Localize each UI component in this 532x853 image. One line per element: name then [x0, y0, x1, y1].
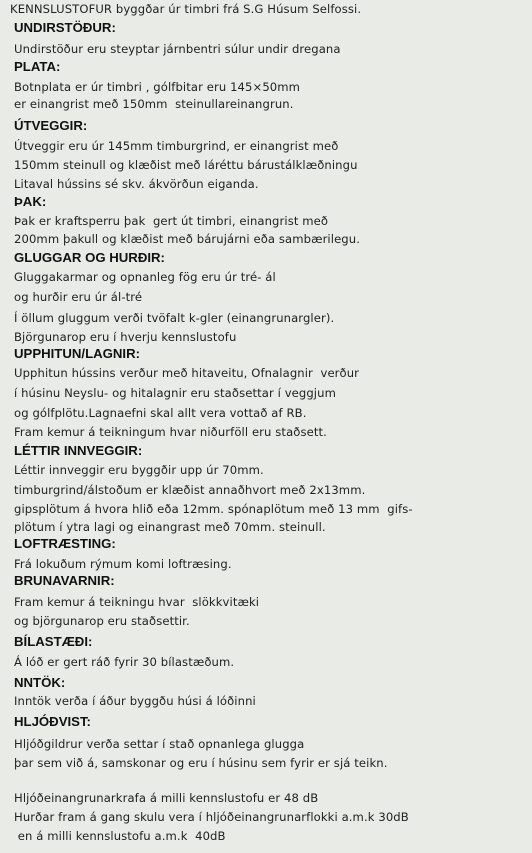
section-line: Botnplata er úr timbri , gólfbitar eru 145×50mm [14, 80, 301, 94]
section-heading-hljodvist: HLJÓÐVIST: [14, 714, 91, 729]
section-line: og björgunarop eru staðsettir. [14, 614, 190, 628]
section-line: Hljóðgildrur verða settar í stað opnanlega glugga [14, 737, 305, 751]
section-heading-utveggir: ÚTVEGGIR: [14, 118, 88, 133]
section-line: 150mm steinull og klæðist með láréttu bárustálklæðningu [14, 158, 358, 172]
section-line: Undirstöður eru steyptar járnbentri súlur undir dregana [14, 42, 341, 56]
section-line: Upphitun hússins verður með hitaveitu, Ofnalagnir verður [14, 366, 360, 380]
section-heading-bilastaedi: BÍLASTÆÐI: [14, 634, 93, 649]
footer-line: en á milli kennslustofu a.m.k 40dB [14, 829, 226, 843]
section-line: er einangrist með 150mm steinullareinangrun. [14, 97, 294, 111]
footer-line: Hljóðeinangrunarkrafa á milli kennslustofu er 48 dB [14, 791, 319, 805]
section-line: Léttir innveggir eru byggðir upp úr 70mm. [14, 463, 264, 477]
section-line: Litaval hússins sé skv. ákvörðun eiganda. [14, 177, 259, 191]
section-heading-loftraesting: LOFTRÆSTING: [14, 536, 116, 551]
section-line: Útveggir eru úr 145mm timburgrind, er einangrist með [14, 139, 339, 153]
section-line: þar sem við á, samskonar og eru í húsinu sem fyrir er sjá teikn. [14, 756, 388, 770]
section-line: Inntök verða í áður byggðu húsi á lóðinni [14, 694, 256, 708]
section-line: Á lóð er gert ráð fyrir 30 bílastæðum. [14, 655, 235, 669]
section-line: Fram kemur á teikningum hvar niðurföll eru staðsett. [14, 425, 327, 439]
footer-line: Hurðar fram á gang skulu vera í hljóðeinangrunarflokki a.m.k 30dB [14, 810, 409, 824]
section-line: 200mm þakull og klæðist með bárujárni eða sambærilegu. [14, 232, 360, 246]
section-heading-thak: ÞAK: [14, 194, 47, 209]
section-line: Gluggakarmar og opnanleg fög eru úr tré- ál [14, 270, 276, 284]
section-line: timburgrind/álstoðum er klæðist annaðhvort með 2x13mm. [14, 483, 366, 497]
intro-line: KENNSLUSTOFUR byggðar úr timbri frá S.G Húsum Selfossi. [10, 2, 362, 16]
section-line: Í öllum gluggum verði tvöfalt k-gler (einangrunargler). [14, 311, 335, 325]
section-line: gipsplötum á hvora hlið eða 12mm. spónaplötum með 13 mm gifs- [14, 502, 413, 516]
section-heading-lettir-innveggir: LÉTTIR INNVEGGIR: [14, 443, 143, 458]
section-heading-upphitun-lagnir: UPPHITUN/LAGNIR: [14, 346, 141, 361]
section-line: Þak er kraftsperru þak gert út timbri, einangrist með [14, 214, 329, 228]
section-heading-brunavarnir: BRUNAVARNIR: [14, 573, 115, 588]
section-line: plötum í ytra lagi og einangrast með 70mm. steinull. [14, 520, 326, 534]
section-heading-gluggar-og-hurdir: GLUGGAR OG HURÐIR: [14, 250, 165, 265]
section-line: Fram kemur á teikningu hvar slökkvitæki [14, 595, 260, 609]
section-line: og hurðir eru úr ál-tré [14, 290, 143, 304]
section-line: Frá lokuðum rýmum komi loftræsing. [14, 557, 232, 571]
section-line: í húsinu Neyslu- og hitalagnir eru staðsettar í veggjum [14, 386, 336, 400]
section-heading-plata: PLATA: [14, 59, 61, 74]
section-heading-undirstodur: UNDIRSTÖÐUR: [14, 20, 116, 35]
section-line: Björgunarop eru í hverju kennslustofu [14, 330, 237, 344]
section-line: og gólfplötu.Lagnaefni skal allt vera vottað af RB. [14, 406, 307, 420]
section-heading-inntok: NNTÖK: [14, 675, 66, 690]
